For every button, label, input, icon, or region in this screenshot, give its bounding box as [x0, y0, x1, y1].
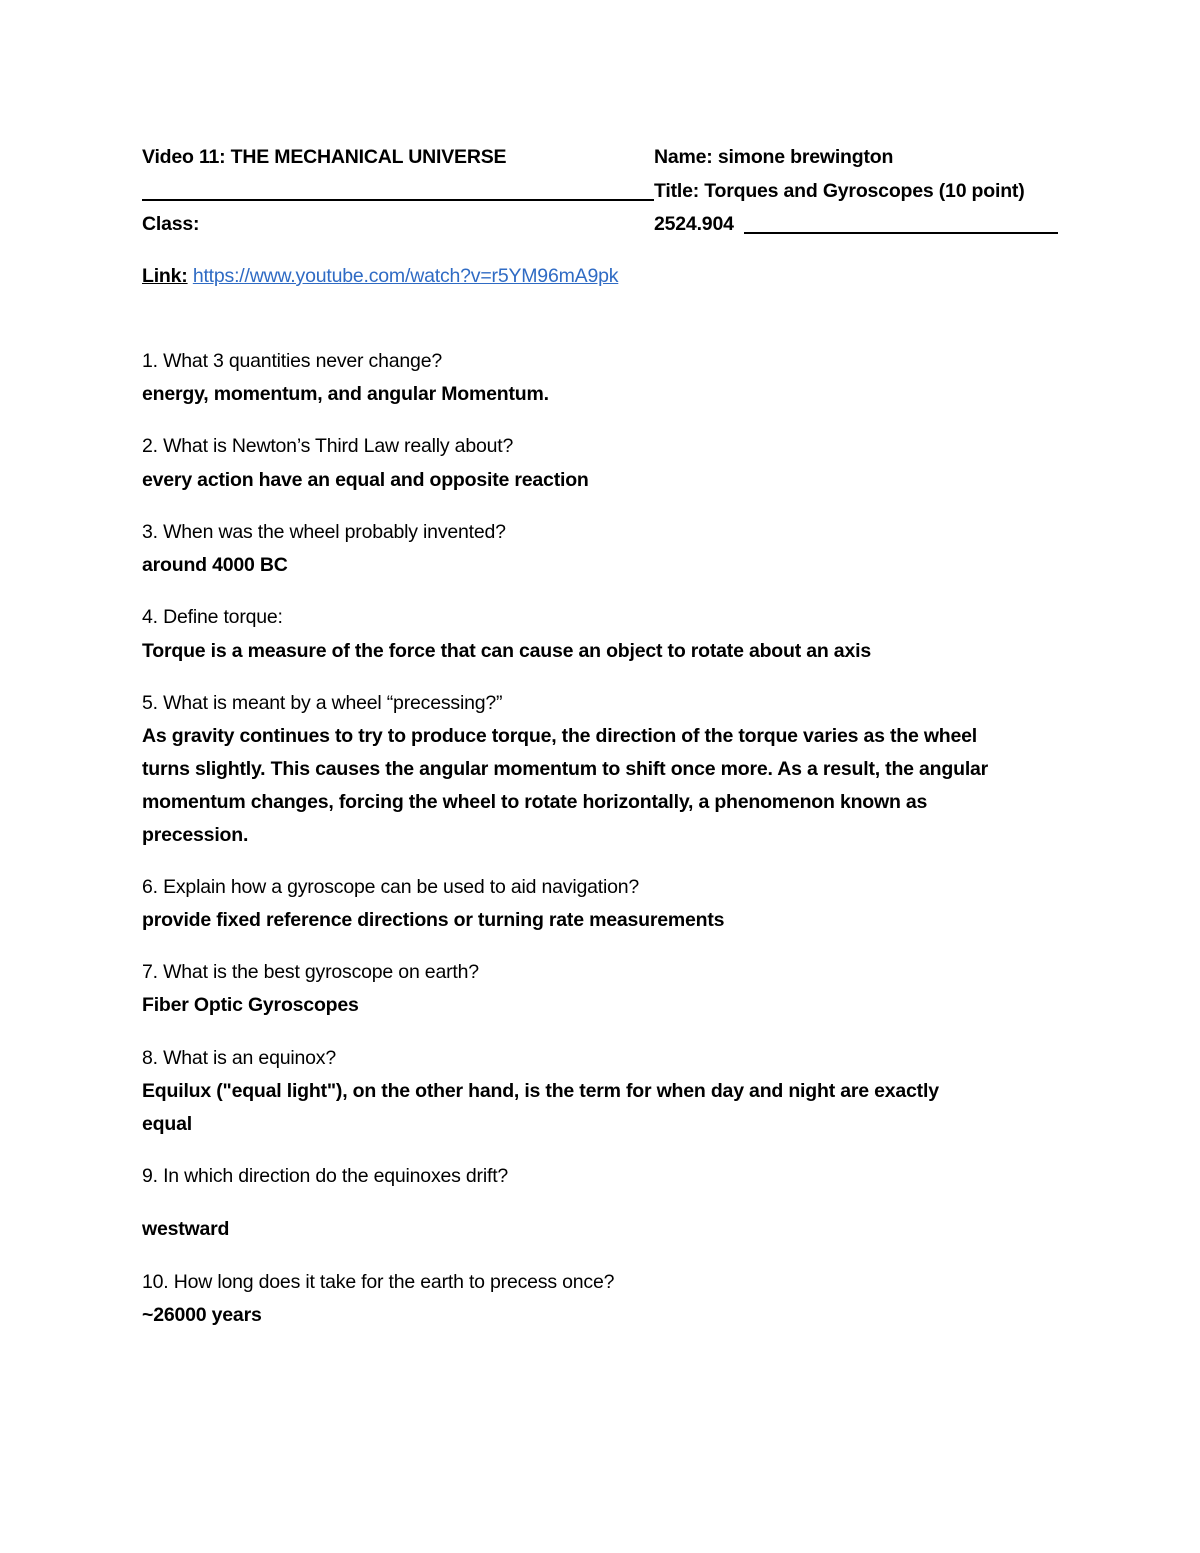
question-8: 8. What is an equinox? [142, 1047, 336, 1069]
class-label: Class: [142, 213, 200, 235]
video-title: Video 11: THE MECHANICAL UNIVERSE [142, 146, 507, 168]
answer-9: westward [142, 1218, 230, 1240]
student-name: Name: simone brewington [654, 146, 894, 168]
answer-2: every action have an equal and opposite reaction [142, 469, 589, 491]
answer-10: ~26000 years [142, 1304, 262, 1326]
link-label: Link: [142, 265, 188, 287]
answer-8-line-1: Equilux ("equal light"), on the other hand, is the term for when day and night are exactly [142, 1080, 939, 1102]
answer-8-line-2: equal [142, 1113, 192, 1135]
question-3: 3. When was the wheel probably invented? [142, 521, 506, 543]
assignment-title: Title: Torques and Gyroscopes (10 point) [654, 180, 1025, 202]
answer-5-line-3: momentum changes, forcing the wheel to rotate horizontally, a phenomenon known as [142, 791, 928, 813]
question-9: 9. In which direction do the equinoxes drift? [142, 1165, 509, 1187]
answer-5-line-2: turns slightly. This causes the angular momentum to shift once more. As a result, the angular [142, 758, 989, 780]
answer-5-line-4: precession. [142, 824, 249, 846]
link-row [142, 264, 618, 288]
class-underline [744, 232, 1058, 234]
class-value: 2524.904 [654, 213, 734, 235]
answer-3: around 4000 BC [142, 554, 288, 576]
answer-1: energy, momentum, and angular Momentum. [142, 383, 549, 405]
answer-7: Fiber Optic Gyroscopes [142, 994, 359, 1016]
answer-6: provide fixed reference directions or turning rate measurements [142, 909, 725, 931]
question-10: 10. How long does it take for the earth to precess once? [142, 1271, 615, 1293]
answer-4: Torque is a measure of the force that can cause an object to rotate about an axis [142, 640, 871, 662]
answer-5-line-1: As gravity continues to try to produce torque, the direction of the torque varies as the wheel [142, 725, 978, 747]
question-7: 7. What is the best gyroscope on earth? [142, 961, 479, 983]
question-6: 6. Explain how a gyroscope can be used to aid navigation? [142, 876, 640, 898]
header-underline-left [142, 199, 654, 201]
video-link[interactable]: https://www.youtube.com/watch?v=r5YM96mA9pk [192, 265, 619, 287]
question-1: 1. What 3 quantities never change? [142, 350, 442, 372]
question-2: 2. What is Newton’s Third Law really about? [142, 435, 514, 457]
question-4: 4. Define torque: [142, 606, 283, 628]
question-5: 5. What is meant by a wheel “precessing?” [142, 692, 503, 714]
